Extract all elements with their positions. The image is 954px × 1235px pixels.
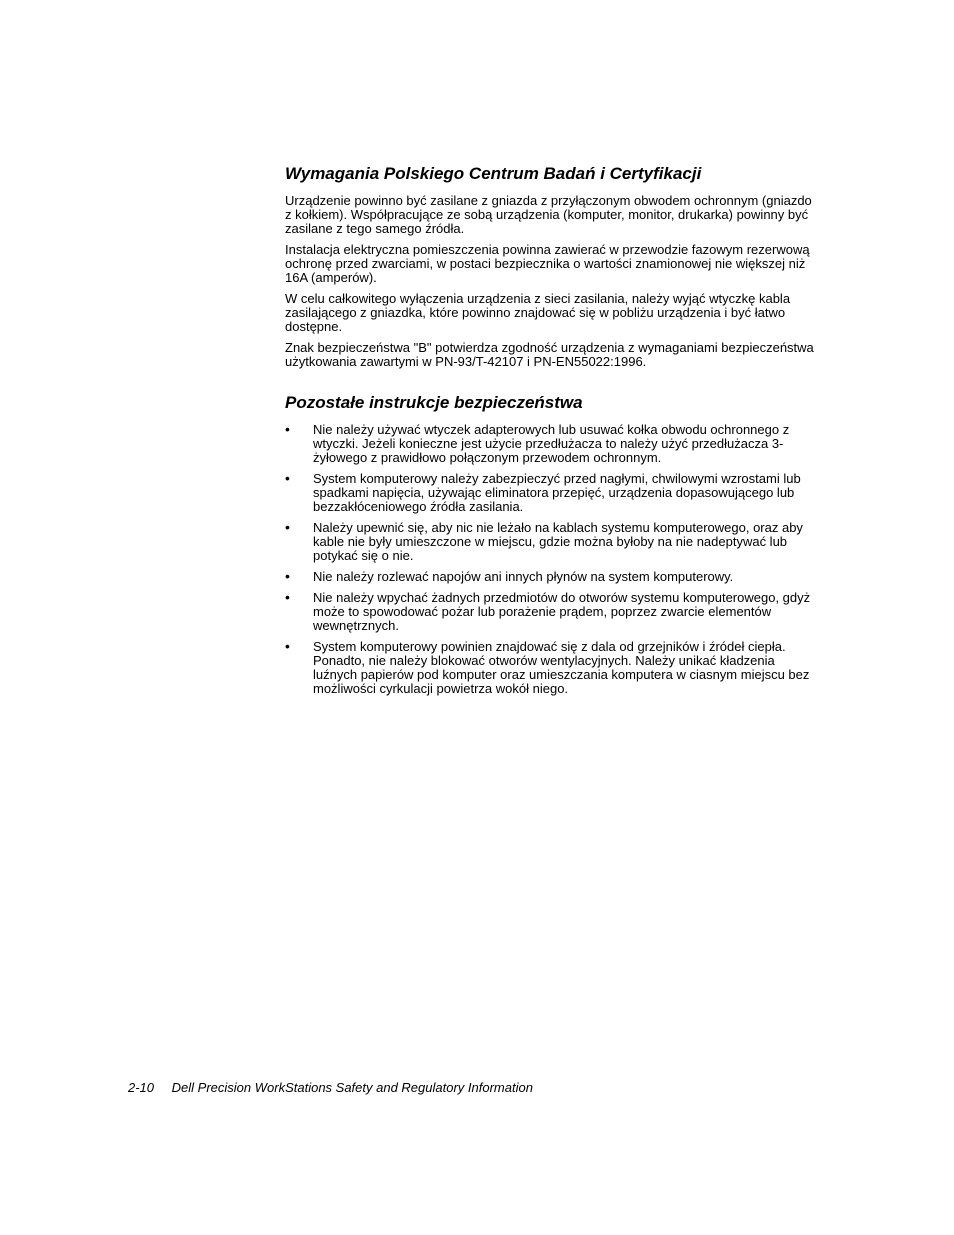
page-footer [128,1081,533,1095]
paragraph: Znak bezpieczeństwa "B" potwierdza zgodność urządzenia z wymaganiami bezpieczeństwa użytkowania zawartymi w PN-93/T-42107 i PN-EN55022:1996. [285,340,814,369]
footer-title: Dell Precision WorkStations Safety and Regulatory Information [171,1080,533,1095]
list-item-text: System komputerowy należy zabezpieczyć przed nagłymi, chwilowymi wzrostami lub spadkami napięcia, używając eliminatora przepięć, urządzenia dopasowującego lub bezzakłóceniowego źródła zasilania. [313,471,801,514]
list-item-text: Nie należy wpychać żadnych przedmiotów do otworów systemu komputerowego, gdyż może to spowodować pożar lub porażenie prądem, poprzez zwarcie elementów wewnętrznych. [313,590,811,633]
bullet-icon: • [285,421,290,437]
safety-instructions-list [285,423,821,696]
list-item [285,591,821,633]
list-item [285,521,821,563]
bullet-icon: • [285,638,290,654]
paragraph: W celu całkowitego wyłączenia urządzenia z sieci zasilania, należy wyjąć wtyczkę kabla zasilającego z gniazdka, które powinno znajdować się w pobliżu urządzenia i być łatwo dostępne. [285,291,791,334]
bullet-icon: • [285,568,290,584]
bullet-icon: • [285,519,290,535]
list-item-text: Nie należy rozlewać napojów ani innych płynów na system komputerowy. [313,569,734,584]
bullet-icon: • [285,589,290,605]
page-number: 2-10 [128,1080,155,1095]
list-item-text: Nie należy używać wtyczek adapterowych lub usuwać kołka obwodu ochronnego z wtyczki. Jeżeli konieczne jest użycie przedłużacza to należy użyć przedłużacza 3-żyłowego z prawidłowo połączonym przewodem ochronnym. [313,422,790,465]
list-item-text: Należy upewnić się, aby nic nie leżało na kablach systemu komputerowego, oraz aby kable nie były umieszczone w miejscu, gdzie można byłoby na nie nadeptywać lub potykać się o nie. [313,520,803,563]
list-item [285,640,821,696]
section-heading-other-instructions: Pozostałe instrukcje bezpieczeństwa [285,393,583,412]
section-heading-pcbc: Wymagania Polskiego Centrum Badań i Certyfikacji [285,164,702,183]
bullet-icon: • [285,470,290,486]
paragraph: Urządzenie powinno być zasilane z gniazda z przyłączonym obwodem ochronnym (gniazdo z kołkiem). Współpracujące ze sobą urządzenia (komputer, monitor, drukarka) powinny być zasilane z tego samego źródła. [285,193,812,236]
list-item [285,423,821,465]
paragraph: Instalacja elektryczna pomieszczenia powinna zawierać w przewodzie fazowym rezerwową ochronę przed zwarciami, w postaci bezpiecznika o wartości znamionowej nie większej niż 16A (amperów). [285,242,810,285]
page-content [285,163,821,703]
list-item-text: System komputerowy powinien znajdować się z dala od grzejników i źródeł ciepła. Ponadto, nie należy blokować otworów wentylacyjnych. Należy unikać kładzenia luźnych papierów pod komputer oraz umieszczania komputera w ciasnym miejscu bez możliwości cyrkulacji powietrza wokół niego. [313,639,810,696]
list-item [285,472,821,514]
list-item [285,570,821,584]
